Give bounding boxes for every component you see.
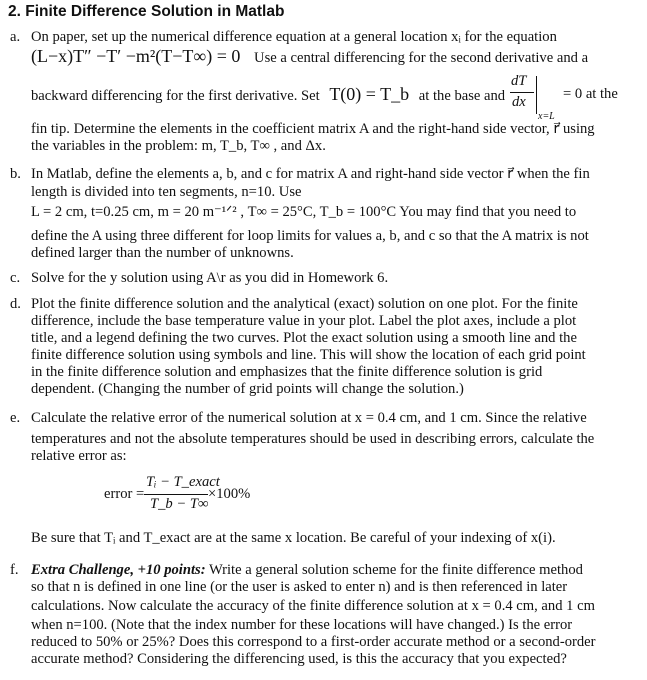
item-a-fraction-bar (510, 92, 534, 93)
item-a-derivative-denominator: dx (512, 94, 526, 110)
item-a-line-3a: backward differencing for the first derivative. Set (31, 88, 320, 104)
item-d-line-6: dependent. (Changing the number of grid points will change the solution.) (31, 381, 464, 397)
error-numerator: Tᵢ − T_exact (146, 474, 220, 490)
item-f-line-6: accurate method? Considering the differencing used, is this the accuracy that you expected? (31, 651, 567, 667)
item-f-line-3: calculations. Now calculate the accuracy of the finite difference solution at x = 0.4 cm, and 1 cm (31, 598, 595, 614)
item-d-line-3: title, and a legend defining the two curves. Plot the exact solution using a smooth line and the (31, 330, 577, 346)
item-e-line-1: Calculate the relative error of the numerical solution at x = 0.4 cm, and 1 cm. Since the relative (31, 410, 587, 426)
item-b-line-3: L = 2 cm, t=0.25 cm, m = 20 m⁻¹ᐟ² , T∞ = 25°C, T_b = 100°C You may find that you need to (31, 204, 577, 220)
item-b-marker: b. (10, 166, 21, 182)
item-f-line-5: reduced to 50% or 25%? Does this correspond to a first-order accurate method or a second-order (31, 634, 596, 650)
item-a-line-4: fin tip. Determine the elements in the coefficient matrix A and the right-hand side vector, r⃗ using (31, 121, 595, 137)
item-b-line-5: defined larger than the number of unknowns. (31, 245, 294, 261)
item-d-line-5: in the finite difference solution and emphasizes that the finite difference solution is grid (31, 364, 543, 380)
error-fraction-bar (144, 494, 208, 495)
item-a-line-3b: at the base and (418, 88, 506, 104)
item-b-line-1: In Matlab, define the elements a, b, and c for matrix A and right-hand side vector r⃗ when the fin (31, 166, 590, 182)
item-a-line-3c: = 0 at the (563, 86, 618, 102)
item-a-equation: (L−x)T″ −T′ −m²(T−T∞) = 0 (31, 46, 241, 66)
item-a-base-condition: T(0) = T_b (329, 84, 410, 104)
item-e-line-3: relative error as: (31, 448, 127, 464)
item-a-eval-bar (536, 76, 537, 114)
item-d-line-2: difference, include the base temperature value in your plot. Label the plot axes, include a plot (31, 313, 577, 329)
item-b-line-2: length is divided into ten segments, n=10. Use (31, 184, 302, 200)
item-f-line-2: so that n is defined in one line (or the user is asked to enter n) and is then referenced in later (31, 579, 568, 595)
item-f-line-4: when n=100. (Note that the index number for these locations will have changed.) Is the error (31, 617, 573, 633)
item-f-line-1: Write a general solution scheme for the finite difference method (205, 562, 583, 578)
error-percent: ×100% (208, 486, 251, 502)
item-e-line-2: temperatures and not the absolute temperatures should be used in describing errors, calculate the (31, 431, 595, 447)
item-d-line-4: finite difference solution using symbols and line. This will show the location of each grid point (31, 347, 586, 363)
item-c-line-1: Solve for the y solution using A\r as you did in Homework 6. (31, 270, 389, 286)
item-a-marker: a. (10, 29, 21, 45)
item-a-line-5: the variables in the problem: m, T_b, T∞ , and Δx. (31, 138, 326, 154)
item-a-derivative-numerator: dT (511, 73, 527, 89)
extra-challenge-label: Extra Challenge, +10 points: (31, 562, 206, 578)
item-a-eval-point: x=L (538, 111, 555, 122)
item-c-marker: c. (10, 270, 21, 286)
item-a-line-2: Use a central differencing for the second derivative and a (254, 50, 589, 66)
item-b-line-4: define the A using three different for loop limits for values a, b, and c so that the A matrix is not (31, 228, 589, 244)
item-d-line-1: Plot the finite difference solution and the analytical (exact) solution on one plot. For the finite (31, 296, 578, 312)
item-e-line-4: Be sure that Tᵢ and T_exact are at the same x location. Be careful of your indexing of x(i). (31, 530, 556, 546)
item-e-marker: e. (10, 410, 21, 426)
problem-title: 2. Finite Difference Solution in Matlab (8, 3, 285, 20)
error-label: error = (104, 486, 145, 502)
item-d-marker: d. (10, 296, 21, 312)
item-a-line-1: On paper, set up the numerical difference equation at a general location xᵢ for the equation (31, 29, 557, 45)
item-f-marker: f. (10, 562, 19, 578)
error-denominator: T_b − T∞ (150, 496, 209, 512)
